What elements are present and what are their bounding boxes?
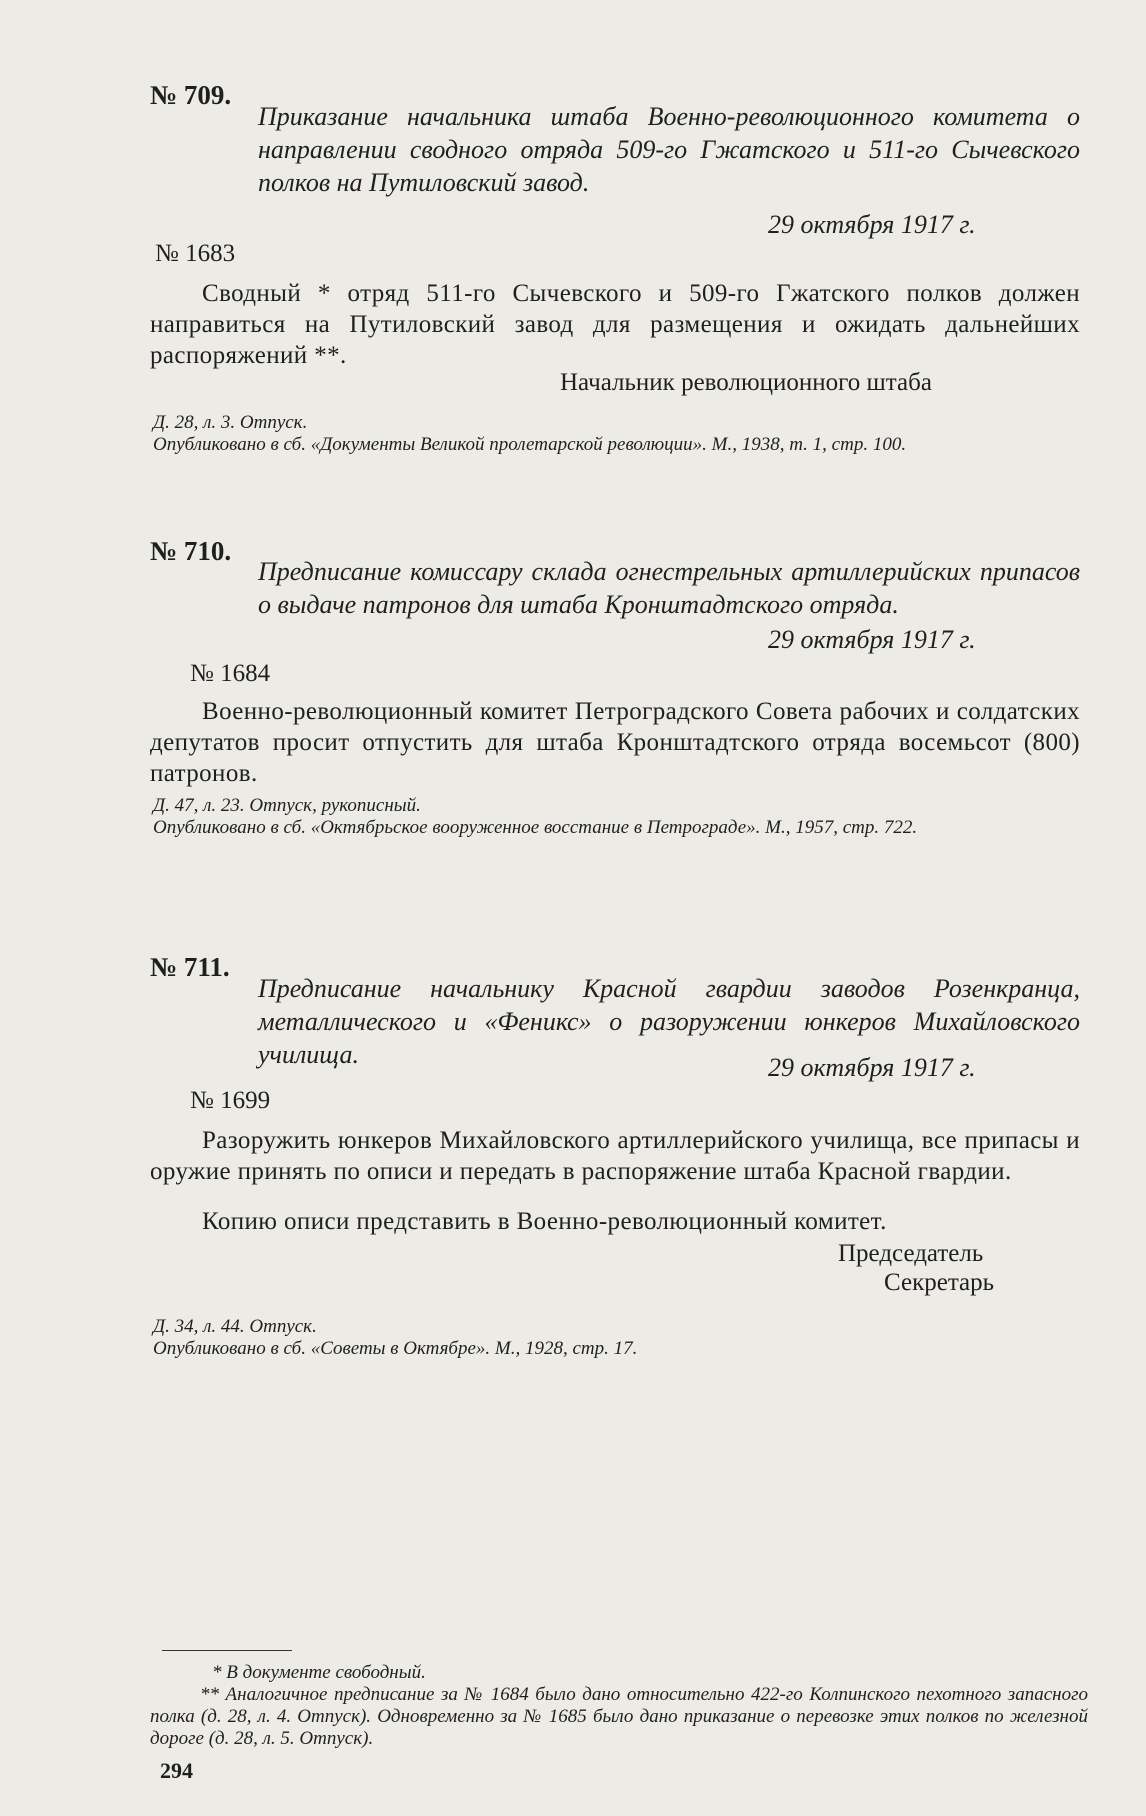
doc-710-body: Военно-революционный комитет Петроградского Совета рабочих и солдатских депутатов просит отпустить для штаба Кронштадтского отряда восемьсот (800) патронов. [150,698,1080,787]
footnote-1: * В документе свободный. [212,1662,426,1683]
doc-711-number: № 711. [150,952,230,982]
doc-711-reg-number: № 1699 [190,1087,271,1114]
doc-709-signature: Начальник революционного штаба [560,369,932,396]
doc-711-title: Предписание начальнику Красной гвардии заводов Розенкранца, металлического и «Феникс» о разоружении юнкеров Михайловского училища. [258,974,1080,1069]
doc-709-reg-number: № 1683 [155,240,236,267]
doc-710-source-archive: Д. 47, л. 23. Отпуск, рукописный. [153,795,421,816]
doc-711-signature-chairman: Председатель [838,1240,984,1267]
doc-709-title: Приказание начальника штаба Военно-революционного комитета о направлении сводного отряда 509-го Гжатского и 511-го Сычевского полков на Путиловский завод. [258,102,1080,197]
doc-709-source-archive: Д. 28, л. 3. Отпуск. [153,412,308,433]
doc-711-source-archive: Д. 34, л. 44. Отпуск. [153,1316,317,1337]
doc-711-source-published: Опубликовано в сб. «Советы в Октябре». М., 1928, стр. 17. [153,1338,638,1359]
doc-710-source-published: Опубликовано в сб. «Октябрьское вооруженное восстание в Петрограде». М., 1957, стр. 722. [153,817,918,838]
doc-710-source [153,795,1085,839]
doc-711-source [153,1316,1085,1360]
doc-710-date: 29 октября 1917 г. [768,625,976,654]
doc-711-signature-secretary: Секретарь [884,1269,995,1296]
footnote-2: ** Аналогичное предписание за № 1684 было дано относительно 422-го Колпинского пехотного запасного полка (д. 28, л. 4. Отпуск). Одновременно за № 1685 было дано приказание о перевозке этих полков по железной дороге (д. 28, л. 5. Отпуск). [150,1684,1088,1749]
doc-711-body: Разоружить юнкеров Михайловского артиллерийского училища, все припасы и оружие принять по описи и передать в распоряжение штаба Красной гвардии. [150,1127,1080,1185]
doc-709-source [153,412,1085,456]
footnote-divider [162,1650,292,1651]
doc-709-body: Сводный * отряд 511-го Сычевского и 509-го Гжатского полков должен направиться на Путиловский завод для размещения и ожидать дальнейших распоряжений **. [150,280,1080,369]
doc-709-number: № 709. [150,80,232,110]
doc-710-number: № 710. [150,536,232,566]
page-number: 294 [160,1758,193,1783]
doc-709-source-published: Опубликовано в сб. «Документы Великой пролетарской революции». М., 1938, т. 1, стр. 100. [153,434,907,455]
doc-710-title: Предписание комиссару склада огнестрельных артиллерийских припасов о выдаче патронов для штаба Кронштадтского отряда. [258,557,1080,619]
doc-711-date: 29 октября 1917 г. [768,1053,976,1082]
footnotes [150,1662,1088,1750]
doc-709-date: 29 октября 1917 г. [768,210,976,239]
doc-711-body-2: Копию описи представить в Военно-революционный комитет. [202,1208,887,1235]
doc-710-reg-number: № 1684 [190,660,271,687]
